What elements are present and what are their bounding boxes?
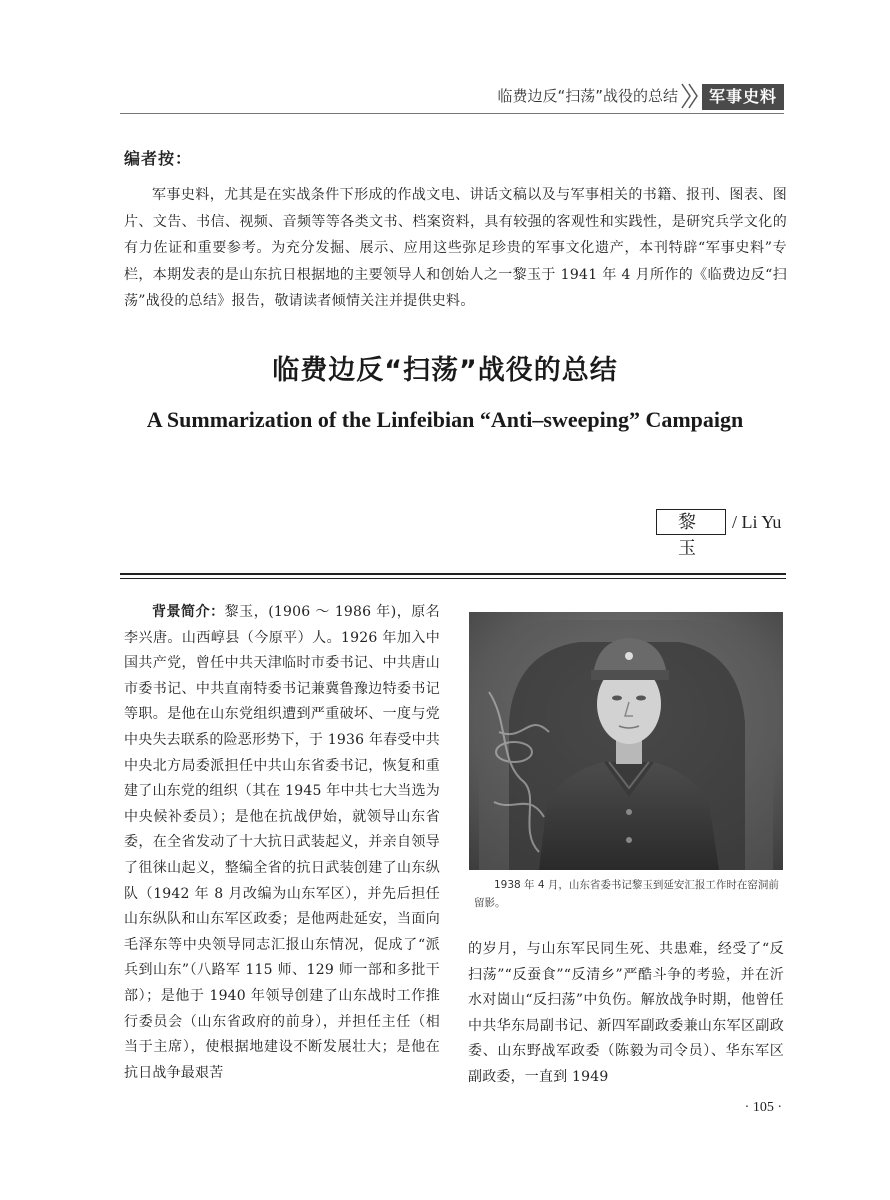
author-english-name: / Li Yu: [732, 512, 782, 532]
editor-note-heading: 编者按：: [124, 149, 193, 168]
article-english-title: A Summarization of the Linfeibian “Anti–sweeping” Campaign: [146, 407, 744, 432]
bio-left-column: [124, 600, 440, 1086]
running-header-title: 临费边反“扫荡”战役的总结: [497, 87, 678, 105]
bio-left-text: 黎玉，(1906 ～ 1986 年)，原名李兴唐。山西崞县（今原平）人。1926 年加入中国共产党，曾任中共天津临时市委书记、中共唐山市委书记、中共直南特委书记兼冀鲁豫边特委书记等职。是他在山东党组织遭到严重破坏、一度与党中央失去联系的险恶形势下，于 1936 年春受中共中央北方局委派担任中共山东省委书记，恢复和重建了山东党的组织（其在 1945 年中共七大当选为中央候补委员）；是他在抗战伊始，就领导山东省委，在全省发动了十大抗日武装起义，并亲自领导了徂徕山起义，整编全省的抗日武装创建了山东纵队（1942 年 8 月改编为山东军区），并先后担任山东纵队和山东军区政委；是他两赴延安，当面向毛泽东等中央领导同志汇报山东情况，促成了“派兵到山东”（八路军 115 师、129 师一部和多批干部）；是他于 1940 年领导创建了山东战时工作推行委员会（山东省政府的前身），并担任主任（相当于主席），使根据地建设不断发展壮大；是他在抗日战争最艰苦: [124, 604, 441, 1081]
portrait-illustration: [469, 612, 783, 870]
historical-portrait-photo: [469, 612, 783, 870]
double-chevron-icon: [680, 82, 702, 110]
editor-note-body: 军事史料，尤其是在实战条件下形成的作战文电、讲话文稿以及与军事相关的书籍、报刊、图表、图片、文告、书信、视频、音频等等各类文书、档案资料，具有较强的客观性和实践性，是研究兵学文化的有力佐证和重要参考。为充分发掘、展示、应用这些弥足珍贵的军事文化遗产，本刊特辟“军事史料”专栏，本期发表的是山东抗日根据地的主要领导人和创始人之一黎玉于 1941 年 4 月所作的《临费边反“扫荡”战役的总结》报告，敬请读者倾情关注并提供史料。: [124, 187, 787, 309]
section-divider-thin: [120, 578, 786, 579]
author-name-box: 黎玉: [656, 509, 726, 535]
bio-label: 背景简介：: [152, 604, 225, 620]
bio-right-column: 的岁月，与山东军民同生死、共患难，经受了“反扫荡”“反蚕食”“反清乡”严酷斗争的考验，并在沂水对崮山“反扫荡”中负伤。解放战争时期，他曾任中共华东局副书记、新四军副政委兼山东军区副政委、山东野战军政委（陈毅为司令员）、华东军区副政委，一直到 1949: [468, 941, 784, 1085]
page-number: · 105 ·: [744, 1100, 782, 1115]
header-divider: [120, 113, 784, 114]
photo-caption: 1938 年 4 月，山东省委书记黎玉到延安汇报工作时在窑洞前留影。: [474, 879, 779, 909]
article-title: 临费边反“扫荡”战役的总结: [272, 355, 618, 386]
section-divider-thick: [120, 573, 786, 575]
section-badge: 军事史料: [702, 84, 784, 110]
